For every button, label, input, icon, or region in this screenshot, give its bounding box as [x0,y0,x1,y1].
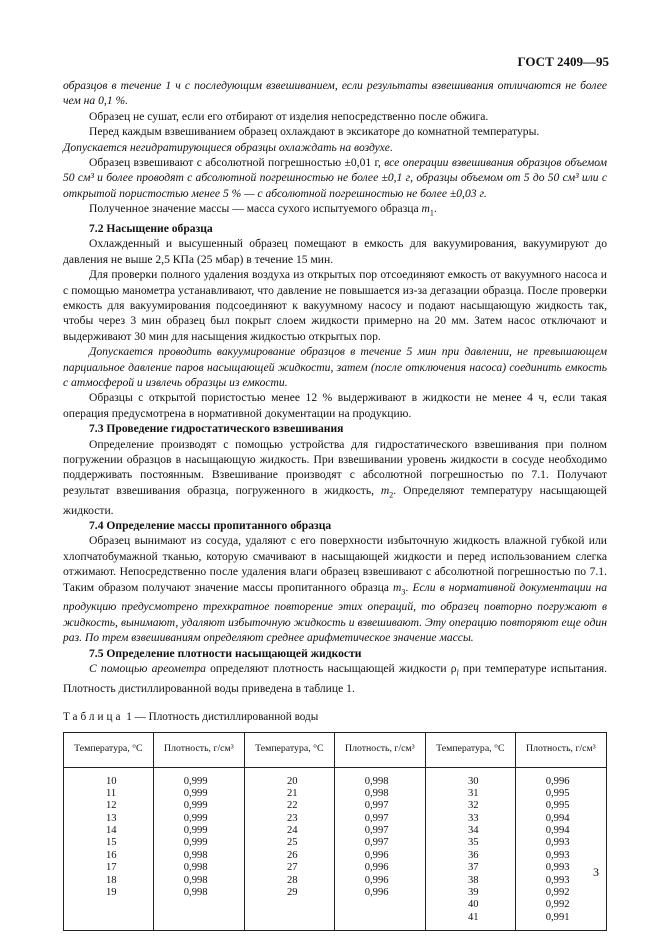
table-cell: 36 [467,849,479,861]
table-cell: 0,996 [364,874,389,886]
table-cell: 0,996 [364,887,389,899]
text-run: Образец вынимают из сосуда, удаляют с его поверхности избыточную жидкость влажной губкой или хлопчатобумажной тканью, которую смачивают в насыщающей жидкости и перед использованием слегка отжимают. Непосредственно после удаления влаги образец взвешивают с абсолютной погрешностью по 7.1. Таким образом получают значение массы пропитанного образца [63,534,607,594]
table-cell: 22 [286,800,298,812]
table-row [64,767,607,931]
paragraph: Перед каждым взвешиванием образец охлаждают в эксикаторе до комнатной температуры. [89,125,540,139]
column-header: Плотность, г/см³ [334,732,425,767]
temperature-column [64,767,154,931]
paragraph: Полученное значение массы — масса сухого испытуемого образца $m_1$. [89,202,437,218]
table-cell: 0,993 [545,874,570,886]
table-cell: 27 [286,862,298,874]
caption-text: 1 — Плотность дистиллированной воды [123,711,319,724]
table-cell: 0,998 [183,862,208,874]
table-cell: 38 [467,874,479,886]
text-run: С помощью ареометра [89,661,206,675]
subscript: l [456,668,459,678]
section-heading: 7.2 Насыщение образца [89,221,213,235]
table-cell: 0,998 [364,775,389,787]
table-cell: 0,997 [364,837,389,849]
table-cell: 32 [467,800,479,812]
table-cell: 0,994 [545,812,570,824]
paragraph: Для проверки полного удаления воздуха из открытых пор отсоединяют емкость от вакуумного насоса и с помощью манометра устанавливают, что давление не повышается из-за дегазации образца. После проверки емкость для вакуумирования подсоединяют к вакуумному насосу и подают насыщающую жидкость так, чтобы через 3 мин образец был покрыт слоем жидкости примерно на 20 мм. Затем насос отключают и выдерживают 30 мин для насыщения жидкостью открытых пор. [63,268,607,343]
paragraph [63,661,607,696]
column-header: Температура, °С [244,732,334,767]
subscript: 2 [389,490,394,500]
density-column [515,767,606,931]
table-cell: 0,995 [545,800,570,812]
table-cell: 31 [467,787,479,799]
table-cell: 24 [286,825,298,837]
table-cell: 29 [286,887,298,899]
table-cell: 21 [286,787,298,799]
table-cell: 0,999 [183,775,208,787]
table-cell: 14 [106,825,117,837]
paragraph: Допускается проводить вакуумирование образцов в течение 5 мин при давлении, не превышающем парциальное давление паров насыщающей жидкости, затем (после отключения насоса) соединить емкость с атмосферой и извлечь образцы из емкости. [63,345,607,390]
table-cell: 0,993 [545,837,570,849]
paragraph: Образец не сушат, если его отбирают от изделия непосредственно после обжига. [89,109,489,123]
table-cell: 0,997 [364,825,389,837]
symbol: m [393,580,402,594]
table-cell: 40 [467,899,479,911]
column-header: Температура, °С [425,732,515,767]
table-cell: 0,996 [364,862,389,874]
table-cell: 0,998 [364,787,389,799]
table-cell: 20 [286,775,298,787]
table-cell: 34 [467,825,479,837]
table-cell: 0,999 [183,812,208,824]
text-run: . Определяют температуру насыщающей жидкости. [63,483,607,517]
table-cell: 33 [467,812,479,824]
table-cell: 0,991 [545,911,570,923]
table-cell: 41 [467,911,479,923]
column-header: Плотность, г/см³ [515,732,606,767]
table-cell: 0,992 [545,899,570,911]
table-cell: 16 [106,849,117,861]
table-cell: 0,999 [183,787,208,799]
table-cell: 12 [106,800,117,812]
text-run: при температуре испытания. Плотность дистиллированной воды приведена в таблице 1. [63,661,607,695]
table-cell: 35 [467,837,479,849]
table-cell: 25 [286,837,298,849]
table-cell: 39 [467,887,479,899]
text-run: Определение производят с помощью устройства для гидростатического взвешивания при полном погружении образцов в насыщающую жидкость. При взвешивании уровень жидкости в сосуде необходимо поддерживать постоянным. Взвешивание производят с абсолютной погрешностью по 7.1. Получают результат взвешивания образца, погруженного в жидкость, [63,437,607,497]
paragraph [63,155,607,201]
table-cell: 0,995 [545,787,570,799]
table-caption [63,710,607,725]
table-cell: 0,998 [183,887,208,899]
table-header-row [64,732,607,767]
table-cell: 0,996 [545,775,570,787]
table-cell: 0,992 [545,887,570,899]
density-column [153,767,244,931]
table-cell: 0,994 [545,825,570,837]
temperature-column [244,767,334,931]
table-cell: 0,999 [183,837,208,849]
standard-header: ГОСТ 2409—95 [517,54,609,69]
subscript: 1 [429,208,434,218]
page-number: 3 [593,864,599,879]
paragraph: Допускается негидратирующиеся образцы охлаждать на воздухе. [63,140,393,154]
table-cell: 0,999 [183,800,208,812]
table-cell: 0,997 [364,800,389,812]
table-cell: 28 [286,874,298,886]
section-heading: 7.5 Определение плотности насыщающей жидкости [89,646,362,660]
table-cell: 18 [106,874,117,886]
table-cell: 10 [106,775,117,787]
paragraph: Охлажденный и высушенный образец помещают в емкость для вакуумирования, вакуумируют до давления не выше 2,5 КПа (25 мбар) в течение 15 мин. [63,237,607,266]
table-cell: 26 [286,849,298,861]
section-heading: 7.3 Проведение гидростатического взвешивания [89,422,344,436]
paragraph: Образцы с открытой пористостью менее 12 % выдерживают в жидкости не менее 4 ч, если такая операция предусмотрена в нормативной документации на продукцию. [63,391,607,420]
table-cell: 23 [286,812,298,824]
text-run: определяют плотность насыщающей жидкости ρ [205,661,457,675]
section-heading: 7.4 Определение массы пропитанного образца [89,519,332,532]
table-cell: 11 [106,787,117,799]
table-cell: 0,998 [183,874,208,886]
symbol: m [421,202,430,216]
text-run: Образец взвешивают с абсолютной погрешностью ±0,01 г, [89,156,381,170]
document-body [63,78,607,931]
table-cell: 0,993 [545,862,570,874]
table-cell: 19 [106,887,117,899]
text-run: . [405,580,409,594]
density-table [63,732,607,932]
paragraph [63,533,607,645]
column-header: Температура, °С [64,732,154,767]
table-cell: 0,998 [183,849,208,861]
table-cell: 0,999 [183,825,208,837]
subscript: 3 [401,586,406,596]
density-column [334,767,425,931]
temperature-column [425,767,515,931]
table-cell: 0,993 [545,849,570,861]
table-cell: 0,996 [364,849,389,861]
table-cell: 13 [106,812,117,824]
table-cell: 30 [467,775,479,787]
table-cell: 15 [106,837,117,849]
text-run: Если в нормативной документации на продукцию предусмотрено трехкратное повторение этих операций, то образец повторно погружают в жидкость, вынимают, удаляют избыточную жидкость и взвешивают. Эту операцию повторяют еще один раз. По трем взвешиваниям определяют среднее арифметическое значение массы. [63,580,608,645]
paragraph [63,437,607,518]
column-header: Плотность, г/см³ [153,732,244,767]
caption-label: Таблица [63,711,124,724]
text-run: все операции взвешивания образцов объемом 50 см³ и более проводят с абсолютной погрешностью не более ±0,1 г, образцы объемом от 5 до 50 см³ или с открытой пористостью менее 5 % — с абсолютной погрешностью не более ±0,03 г. [63,156,607,200]
table-cell: 37 [467,862,479,874]
table-cell: 17 [106,862,117,874]
text-run: Полученное значение массы — масса сухого испытуемого образца [89,202,422,216]
symbol: m [380,483,390,497]
paragraph: образцов в течение 1 ч с последующим взвешиванием, если результаты взвешивания отличаются не более чем на 0,1 %. [63,79,607,108]
table-cell: 0,997 [364,812,389,824]
